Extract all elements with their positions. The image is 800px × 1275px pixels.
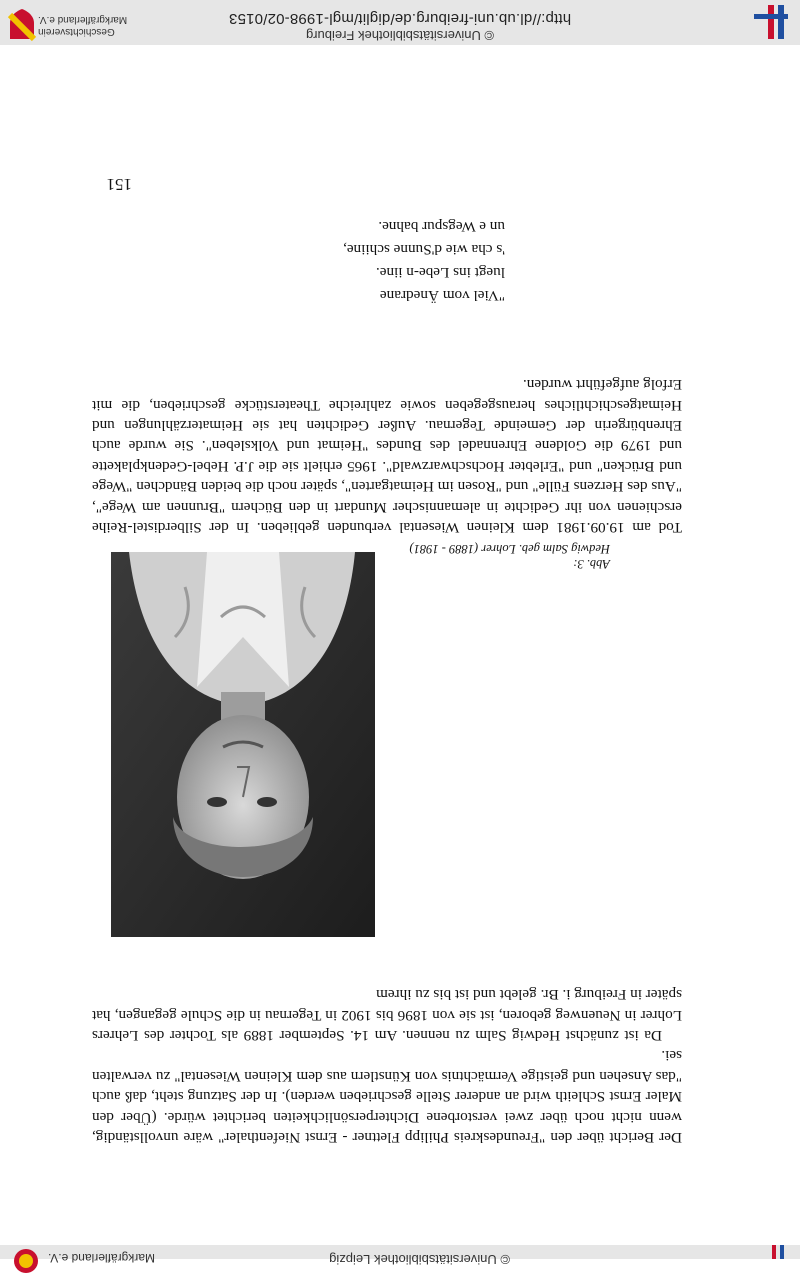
ub-logo-icon <box>764 1245 788 1259</box>
poem-quote <box>205 215 505 307</box>
paragraph-intro <box>92 984 682 1147</box>
next-page-org: Markgräflerland e.V. <box>48 1251 155 1265</box>
footer-copyright: © Universitätsbibliothek Freiburg <box>305 28 495 43</box>
paragraph-biography <box>92 374 682 537</box>
poem-line: luegt ins Lebe-n iine. <box>375 264 505 281</box>
portrait-illustration <box>111 552 375 937</box>
page-number: 151 <box>106 175 132 194</box>
footer-org-line1: Geschichtsverein <box>38 26 115 37</box>
ub-freiburg-logo-icon <box>754 3 788 41</box>
caption-label: Abb. 3: <box>573 557 610 571</box>
footer-bar <box>0 0 800 45</box>
footer-org-line2: Markgräflerland e.V. <box>38 14 128 25</box>
next-page-sliver <box>0 1245 800 1267</box>
poem-line: 's cha wie d'Sunne schiine, <box>343 241 505 258</box>
paragraph-biography-text: Tod am 19.09.1981 dem Kleinen Wiesental verbunden geblieben. In der Silberdistel-Reihe erschienen von ihr Gedichte in alemannischer Mundart in den Büchern "Brunnen am Wege", "Aus des Herzens Fülle" und "Rosen im Heimatgarten", später noch die beiden Bändchen "Wege und Brücken" und "Erlebter Hochschwarzwald". 1965 erhielt sie die J.P. Hebel-Gedenkplakette und 1979 die Goldene Ehrennadel des Bundes "Heimat und Volksleben". Sie wurde auch Ehrenbürgerin der Gemeinde Tegernau. Außer Gedichten hat sie Heimaterzählungen und Heimatgeschichtliches herausgegeben sowie zahlreiche Theaterstücke geschrieben, die mit Erfolg aufgeführt wurden. <box>92 376 682 536</box>
portrait-photo <box>111 552 375 937</box>
next-page-copyright: © Universitätsbibliothek Leipzig <box>329 1252 510 1267</box>
crest-icon <box>12 1247 40 1275</box>
caption-text: Hedwig Salm geb. Lohrer (1889 - 1981) <box>409 542 610 556</box>
figure-caption <box>380 541 610 571</box>
footer-url[interactable]: http://dl.ub.uni-freiburg.de/diglit/mgl-1998-02/0153 <box>228 10 572 27</box>
paragraph-intro-text: Der Bericht über den "Freundeskreis Philipp Flettner - Ernst Niefenthaler" wäre unvollständig, wenn nicht noch über zwei verstorbene Dichterpersönlichkeiten berichtet würde. (Über den Maler Ernst Schleith wird an anderer Stelle geschrieben werden). In der Satzung steht, daß auch "das Ansehen und geistige Vermächtnis von Künstlern aus dem Kleinen Wiesental" zu verwalten sei. <box>92 1047 682 1146</box>
poem-line: "Viel vom Änedrane <box>379 287 505 304</box>
poem-line: un e Wegspur bahne. <box>378 218 505 235</box>
crest-icon <box>8 7 36 41</box>
footer-org <box>38 13 127 37</box>
paragraph-salm-intro: Da ist zunächst Hedwig Salm zu nennen. Am 14. September 1889 als Tochter des Lehrers Lohrer in Neuenweg geboren, ist sie von 1896 bis 1902 in Tegernau in die Schule gegangen, hat später in Freiburg i. Br. gelebt und ist bis zu ihrem <box>92 986 682 1044</box>
